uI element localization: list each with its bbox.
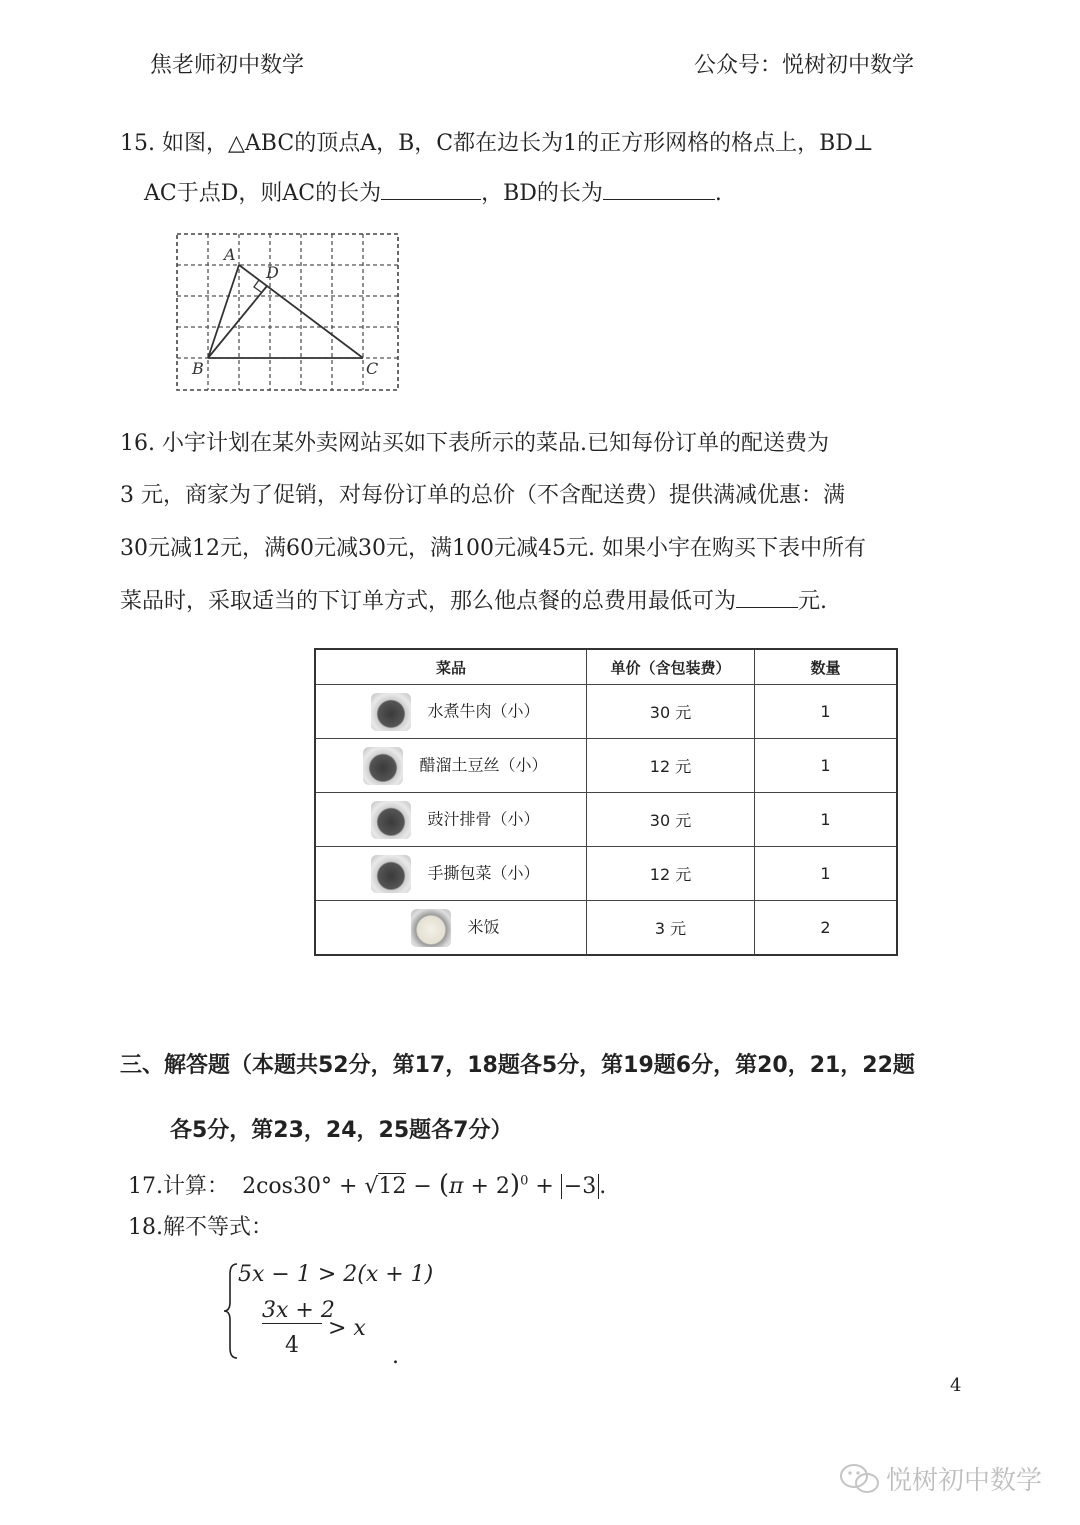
q17-pi: π: [449, 1174, 464, 1199]
q18-fraction-denominator: 4: [285, 1333, 299, 1358]
q17-coef: 2: [242, 1174, 257, 1199]
table-header-row: [315, 649, 897, 685]
q17-two: 2: [495, 1174, 510, 1199]
section3-heading-line2: 各5分，第23，24，25题各7分）: [170, 1118, 513, 1143]
dish-cell: [315, 901, 587, 956]
price-cell: 30 元: [587, 685, 755, 739]
triangle-abc: [208, 265, 363, 358]
q16-line3: 30元减12元，满60元减30元，满100元减45元. 如果小宇在购买下表中所有: [120, 536, 866, 561]
price-cell: 12 元: [587, 847, 755, 901]
dish-cell: [315, 847, 587, 901]
q16-text-a: 菜品时，采取适当的下订单方式，那么他点餐的总费用最低可为: [120, 589, 737, 614]
section3-heading-line1: 三、解答题（本题共52分，第17，18题各5分，第19题6分，第20，21，22题: [120, 1053, 915, 1078]
table-row: [315, 847, 897, 901]
dish-photo-icon: [371, 855, 411, 893]
q17: [128, 1170, 606, 1204]
dish-cell: [315, 739, 587, 793]
q17-abs: −3: [561, 1174, 599, 1199]
header-qty: 数量: [755, 649, 898, 685]
dish-photo-icon: [371, 801, 411, 839]
q18-end: .: [392, 1344, 399, 1369]
dish-photo-icon: [371, 693, 411, 731]
qty-cell: 2: [755, 901, 898, 956]
dish-cell: [315, 793, 587, 847]
label-c: C: [366, 359, 379, 378]
q17-paren-open: (: [438, 1170, 450, 1200]
dish-cell: [315, 685, 587, 739]
altitude-bd: [208, 286, 267, 358]
q17-end: .: [599, 1174, 607, 1199]
q16-line1: 16. 小宇计划在某外卖网站买如下表所示的菜品.已知每份订单的配送费为: [120, 431, 829, 456]
q16-line2: 3 元，商家为了促销，对每份订单的总价（不含配送费）提供满减优惠：满: [120, 483, 845, 508]
sqrt-icon: √: [364, 1174, 379, 1199]
label-a: A: [224, 245, 236, 264]
q17-minus: −: [413, 1174, 432, 1199]
table-row: [315, 685, 897, 739]
grid-border: [177, 234, 398, 390]
q17-plus1: +: [338, 1174, 358, 1199]
qty-cell: 1: [755, 847, 898, 901]
q18-inequality-2-rhs: > x: [328, 1316, 366, 1341]
label-b: B: [192, 359, 204, 378]
page-number: 4: [950, 1375, 962, 1396]
q17-exponent: 0: [520, 1173, 529, 1189]
price-cell: 3 元: [587, 901, 755, 956]
q16-line4: [120, 576, 827, 628]
q17-angle: 30°: [292, 1174, 332, 1199]
q17-label: 17.计算：: [128, 1174, 229, 1199]
q17-expression: [242, 1170, 607, 1200]
dish-name: 手撕包菜（小）: [427, 863, 540, 882]
q15-text-a: AC于点D，则AC的长为: [144, 181, 382, 206]
grid-triangle-figure: [170, 228, 405, 398]
dish-name: 醋溜土豆丝（小）: [419, 755, 548, 774]
side-ab: [208, 265, 239, 358]
table-row: [315, 793, 897, 847]
q18-label: 18.解不等式：: [128, 1215, 273, 1240]
label-d: D: [266, 263, 279, 282]
header-price: 单价（含包装费）: [587, 649, 755, 685]
header-right: 公众号：悦树初中数学: [694, 53, 915, 78]
rice-photo-icon: [411, 909, 451, 947]
qty-cell: 1: [755, 739, 898, 793]
menu-table: [314, 648, 898, 956]
wechat-icon: [838, 1461, 882, 1497]
header-dish: 菜品: [315, 649, 587, 685]
q17-paren-close: ): [509, 1170, 521, 1200]
qty-cell: 1: [755, 793, 898, 847]
q15-text-c: .: [714, 181, 722, 206]
dish-name: 水煮牛肉（小）: [427, 701, 540, 720]
q17-sqrt-arg: 12: [378, 1174, 407, 1199]
watermark: [838, 1460, 1042, 1497]
q18-inequality-1: 5x − 1 > 2(x + 1): [238, 1262, 434, 1287]
grid-lines: [177, 234, 398, 390]
answer-blank-total: [736, 585, 798, 608]
qty-cell: 1: [755, 685, 898, 739]
table-row: [315, 901, 897, 956]
q16-text-b: 元.: [798, 589, 828, 614]
q15-line1: 15. 如图，△ABC的顶点A，B，C都在边长为1的正方形网格的格点上，BD⊥: [120, 131, 874, 156]
dish-photo-icon: [363, 747, 403, 785]
answer-blank-ac: [381, 177, 481, 200]
q18-fraction-numerator: 3x + 2: [262, 1298, 335, 1323]
q17-plus3: +: [535, 1174, 554, 1199]
table-row: [315, 739, 897, 793]
price-cell: 12 元: [587, 739, 755, 793]
q15-text-b: ，BD的长为: [481, 181, 603, 206]
watermark-text: 悦树初中数学: [886, 1466, 1043, 1496]
q17-cos: cos: [256, 1174, 293, 1199]
header-left: 焦老师初中数学: [150, 53, 305, 78]
answer-blank-bd: [603, 177, 715, 200]
dish-name: 豉汁排骨（小）: [427, 809, 540, 828]
dish-name: 米饭: [467, 917, 500, 936]
price-cell: 30 元: [587, 793, 755, 847]
q15-line2: [144, 168, 722, 220]
q17-plus2: +: [470, 1174, 489, 1199]
